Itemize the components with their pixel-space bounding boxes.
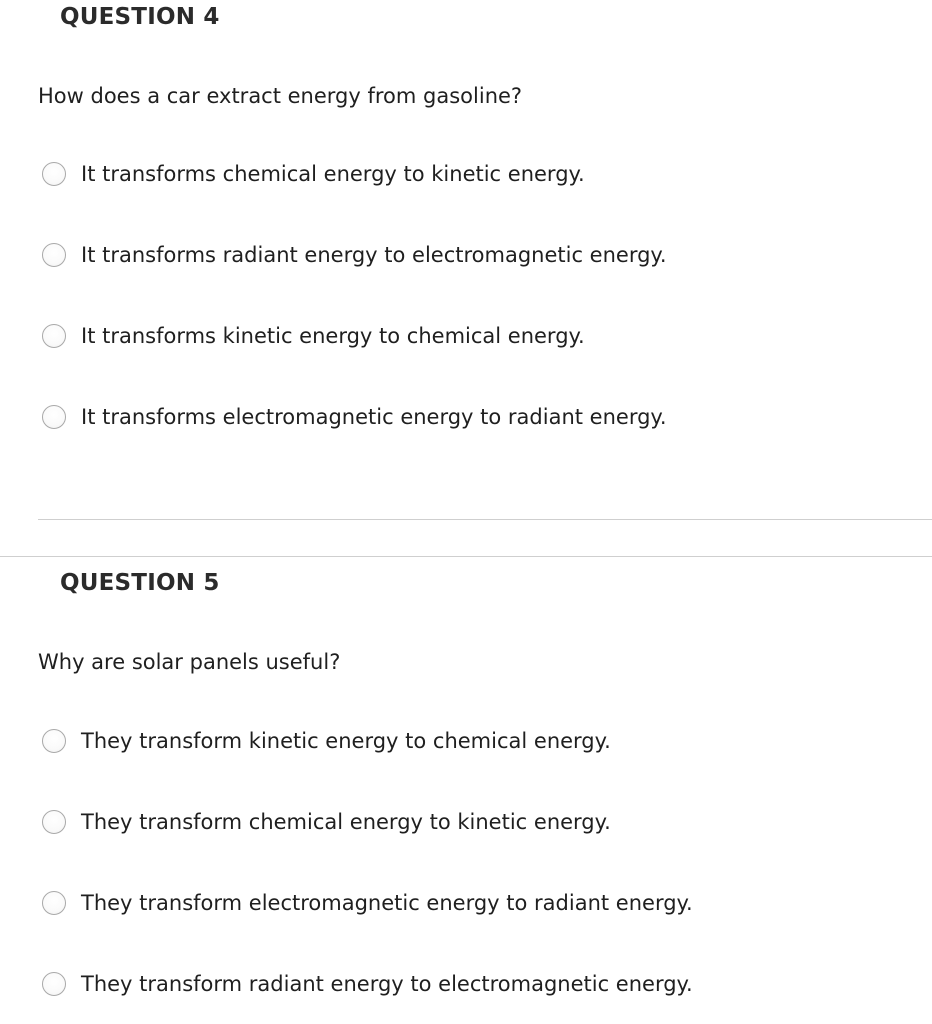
option-label: It transforms electromagnetic energy to radiant energy. [81, 405, 667, 429]
question-4-option-1[interactable] [42, 160, 585, 188]
option-label: They transform electromagnetic energy to radiant energy. [81, 891, 693, 915]
question-4-heading: QUESTION 4 [60, 4, 220, 30]
radio-button[interactable] [42, 324, 66, 348]
question-divider-outer [0, 556, 932, 557]
question-4-option-2[interactable] [42, 241, 667, 269]
question-5-prompt: Why are solar panels useful? [38, 650, 341, 674]
radio-button[interactable] [42, 972, 66, 996]
option-label: They transform chemical energy to kinetic energy. [81, 810, 611, 834]
radio-button[interactable] [42, 162, 66, 186]
option-label: They transform kinetic energy to chemical energy. [81, 729, 611, 753]
radio-button[interactable] [42, 405, 66, 429]
question-4-option-3[interactable] [42, 322, 585, 350]
question-5-option-3[interactable] [42, 889, 693, 917]
radio-button[interactable] [42, 243, 66, 267]
radio-button[interactable] [42, 891, 66, 915]
option-label: They transform radiant energy to electromagnetic energy. [81, 972, 693, 996]
question-5-option-2[interactable] [42, 808, 611, 836]
question-5-option-1[interactable] [42, 727, 611, 755]
radio-button[interactable] [42, 729, 66, 753]
question-5-option-4[interactable] [42, 970, 693, 998]
question-4-option-4[interactable] [42, 403, 667, 431]
question-5-heading: QUESTION 5 [60, 570, 220, 596]
option-label: It transforms kinetic energy to chemical energy. [81, 324, 585, 348]
question-divider-inner [38, 519, 932, 520]
option-label: It transforms chemical energy to kinetic energy. [81, 162, 585, 186]
radio-button[interactable] [42, 810, 66, 834]
question-4-prompt: How does a car extract energy from gasoline? [38, 84, 523, 108]
option-label: It transforms radiant energy to electromagnetic energy. [81, 243, 667, 267]
